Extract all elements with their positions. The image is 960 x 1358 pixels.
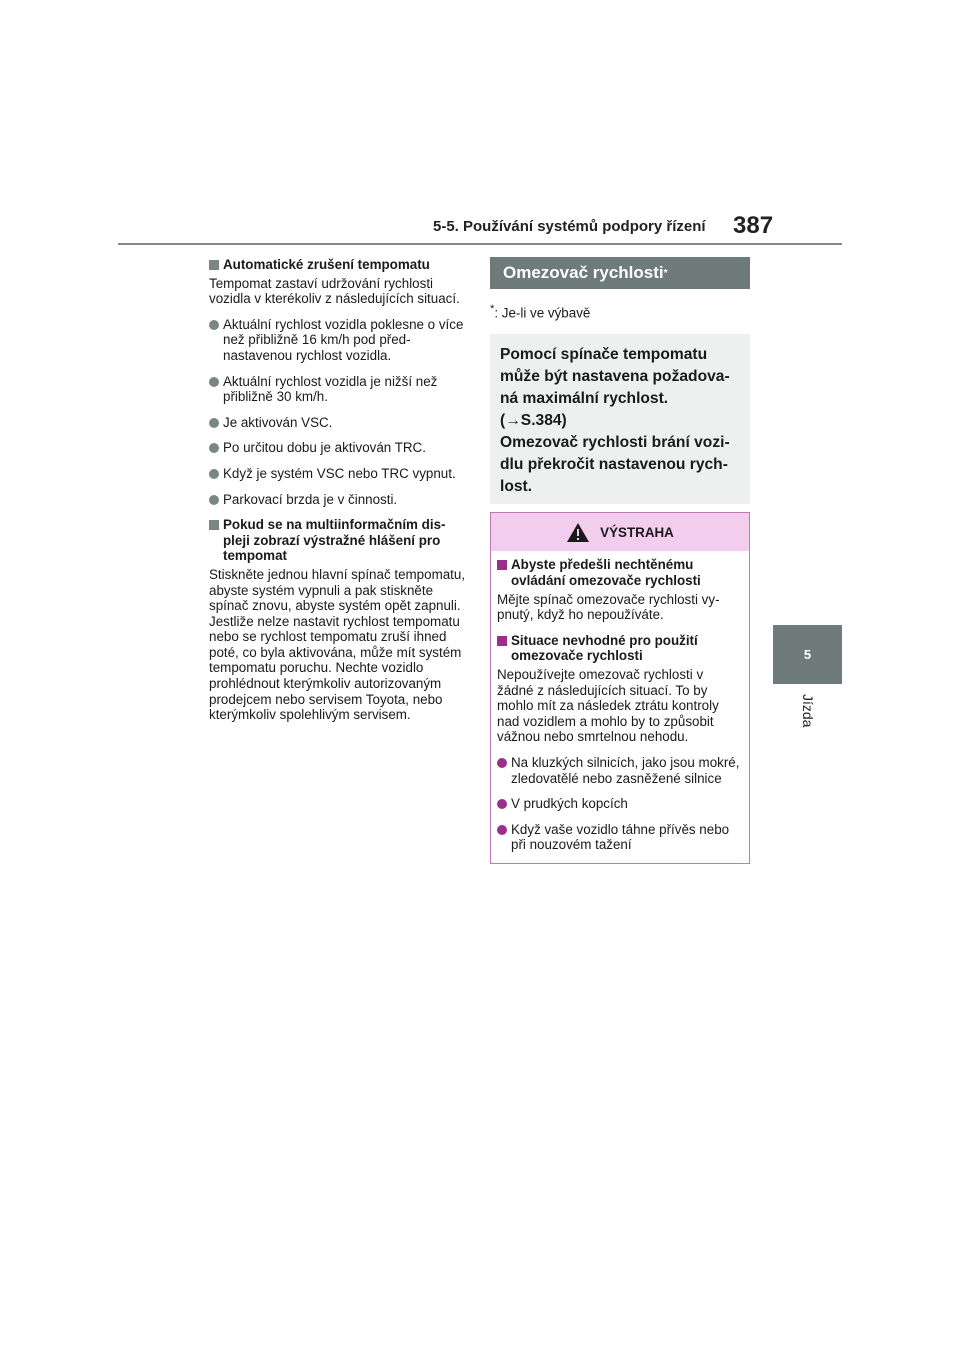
square-bullet-icon	[209, 260, 219, 270]
header-divider	[118, 243, 842, 245]
intro-box	[490, 334, 750, 504]
round-bullet-icon	[209, 495, 219, 505]
list-item: Když vaše vozidlo táhne přívěs nebo při nouzovém tažení	[497, 822, 742, 853]
section-paragraph: Mějte spínač omezovače rychlosti vypnutý, když ho nepoužíváte.	[497, 591, 720, 623]
list-item: Když je systém VSC nebo TRC vypnut.	[209, 466, 467, 482]
warning-triangle-icon	[566, 522, 590, 543]
warning-box	[490, 512, 750, 864]
list-item: Aktuální rychlost vozidla je nižší než přibližně 30 km/h.	[209, 374, 467, 405]
square-bullet-icon	[209, 520, 219, 530]
section-paragraph: Tempomat zastaví udržování rychlosti vozidla v kterékoliv z následujících situací.	[209, 275, 460, 307]
section-heading: Situace nevhodné pro použití omezovače rychlosti	[497, 633, 742, 664]
section-heading	[209, 257, 467, 273]
round-bullet-icon	[497, 799, 507, 809]
list-item: Parkovací brzda je v činnosti.	[209, 492, 467, 508]
page-reference: (→S.384)	[500, 412, 567, 430]
speed-limiter-banner	[490, 257, 750, 289]
round-bullet-icon	[209, 320, 219, 330]
section-heading-text: Pokud se na multiinformačním displeji zobrazí výstražné hlášení pro tempomat	[223, 517, 446, 564]
footnote: *: Je-li ve výbavě	[490, 303, 591, 321]
round-bullet-icon	[209, 443, 219, 453]
chapter-tab: 5	[773, 625, 842, 684]
section-paragraph: Stiskněte jednou hlavní spínač tempomatu, abyste systém vypnuli a pak stiskněte spínač znovu, abyste systém opět zapnuli. Jestliže nelze nastavit rychlost tempomatu nebo se rychlost tempomatu zruší ihned poté, co byla aktivována, může mít systém tempomatu poruchu. Nechte vozidlo prohlédnout kterýmkoliv autorizovaným prodejcem nebo servisem Toyota, nebo kterýmkoliv spolehlivým servisem.	[209, 566, 466, 723]
intro-text: Pomocí spínače tempomatu může být nastavena požadovaná maximální rychlost.	[500, 346, 730, 408]
left-column	[209, 257, 467, 733]
list-item: Na kluzkých silnicích, jako jsou mokré, zledovatělé nebo zasněžené silnice	[497, 755, 742, 786]
list-item: Aktuální rychlost vozidla poklesne o více než přibližně 16 km/h pod přednastavenou rychlost vozidla.	[209, 317, 467, 364]
section-heading: Abyste předešli nechtěnému ovládání omezovače rychlosti	[497, 557, 742, 588]
warning-body	[491, 551, 749, 863]
warning-title: VÝSTRAHA	[600, 524, 674, 540]
footnote-mark: *	[663, 267, 668, 279]
round-bullet-icon	[497, 825, 507, 835]
round-bullet-icon	[209, 418, 219, 428]
section-heading-text: Automatické zrušení tempomatu	[223, 257, 430, 272]
section-paragraph: Nepoužívejte omezovač rychlosti v žádné z následujících situací. To by mohlo mít za následek ztrátu kontroly nad vozidlem a mohlo by to způsobit vážnou nebo smrtelnou nehodu.	[497, 667, 719, 745]
warning-header	[491, 513, 749, 551]
square-bullet-icon	[497, 636, 507, 646]
intro-text: Omezovač rychlosti brání vozidlu překročit nastavenou rychlost.	[500, 434, 730, 496]
chapter-label: Jízda	[800, 694, 816, 728]
list-item: Je aktivován VSC.	[209, 415, 467, 431]
page-number: 387	[733, 212, 774, 239]
section-title: 5-5. Používání systémů podpory řízení	[433, 218, 706, 235]
right-column	[490, 257, 750, 864]
banner-title: Omezovač rychlosti	[503, 263, 664, 282]
list-item: Po určitou dobu je aktivován TRC.	[209, 440, 467, 456]
round-bullet-icon	[497, 758, 507, 768]
round-bullet-icon	[209, 469, 219, 479]
list-item: V prudkých kopcích	[497, 796, 742, 812]
square-bullet-icon	[497, 560, 507, 570]
section-heading	[209, 517, 467, 564]
round-bullet-icon	[209, 377, 219, 387]
